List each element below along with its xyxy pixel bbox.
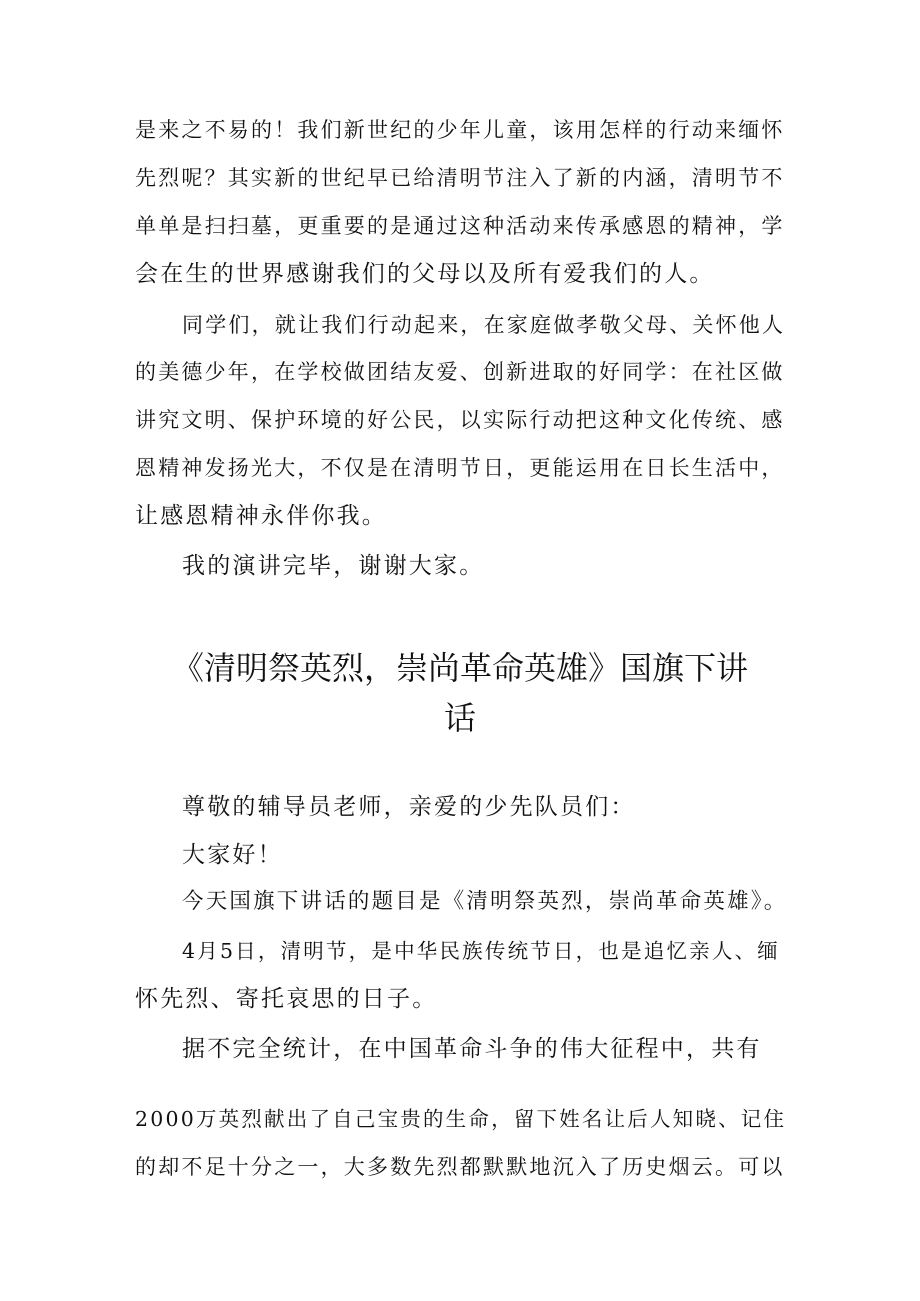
paragraph-line: 让感恩精神永伴你我。 (135, 503, 387, 529)
paragraph-line: 是来之不易的！我们新世纪的少年儿童，该用怎样的行动来缅怀 (135, 118, 785, 142)
paragraph-line: 单单是扫扫墓，更重要的是通过这种活动来传承感恩的精神，学 (135, 214, 785, 238)
paragraph-line: 会在生的世界感谢我们的父母以及所有爱我们的人。 (135, 261, 715, 287)
greeting-line: 大家好！ (182, 842, 283, 868)
paragraph-line: 的美德少年，在学校做团结友爱、创新进取的好同学：在社区做 (135, 360, 785, 384)
paragraph-line: 据不完全统计，在中国革命斗争的伟大征程中，共有 (182, 1036, 762, 1062)
speech-title-line-2: 话 (443, 699, 476, 737)
speech-title-line-1: 《清明祭英烈，崇尚革命英雄》国旗下讲 (171, 649, 748, 687)
salutation-line: 尊敬的辅导员老师，亲爱的少先队员们： (182, 794, 636, 820)
paragraph-line: 今天国旗下讲话的题目是《清明祭英烈，崇尚革命英雄》。 (182, 889, 788, 914)
paragraph-line: 的却不足十分之一，大多数先烈都默默地沉入了历史烟云。可以 (135, 1155, 785, 1179)
paragraph-line: 4月5日，清明节，是中华民族传统节日，也是追忆亲人、缅 (182, 939, 780, 963)
closing-line: 我的演讲完毕，谢谢大家。 (182, 553, 485, 579)
paragraph-line: 先烈呢？其实新的世纪早已给清明节注入了新的内涵，清明节不 (135, 166, 785, 190)
paragraph-line: 怀先烈、寄托哀思的日子。 (135, 986, 438, 1012)
paragraph-line: 同学们，就让我们行动起来，在家庭做孝敬父母、关怀他人 (182, 313, 786, 337)
paragraph-line: 讲究文明、保护环境的好公民，以实际行动把这种文化传统、感 (135, 408, 785, 432)
paragraph-line: 2000万英烈献出了自己宝贵的生命，留下姓名让后人知晓、记住 (135, 1107, 787, 1131)
paragraph-line: 恩精神发扬光大，不仅是在清明节日，更能运用在日长生活中， (135, 456, 785, 480)
